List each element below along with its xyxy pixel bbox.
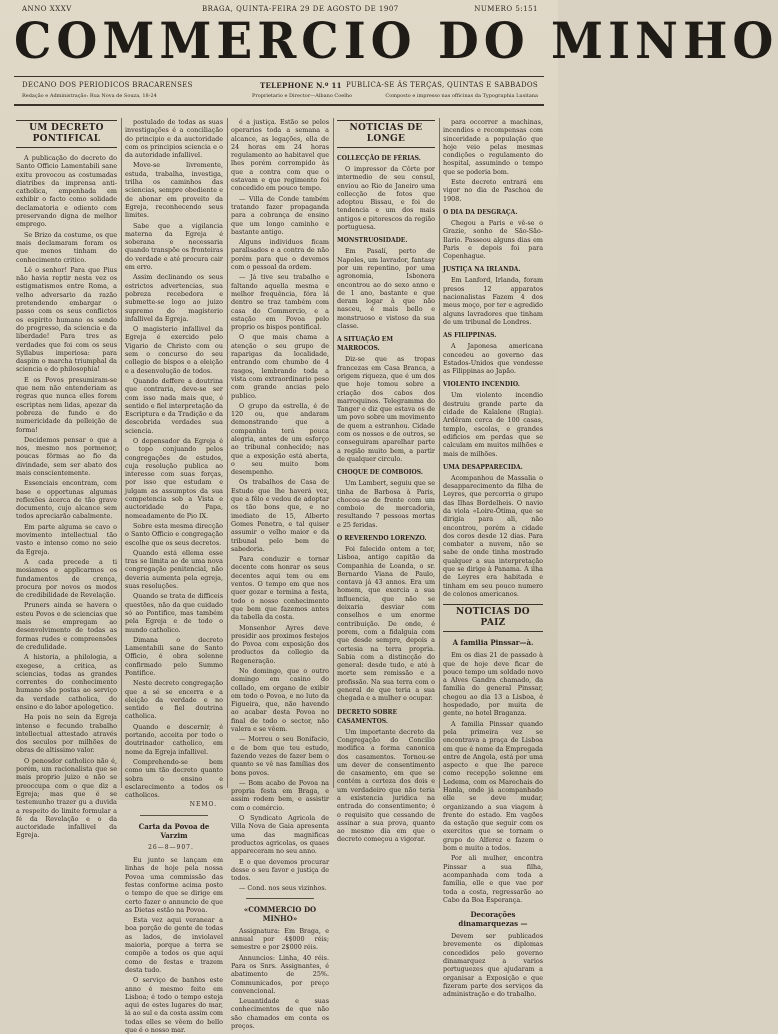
- paiz-body: [443, 651, 543, 904]
- news-section-text: Foi falecido ontem a ter, Lisboa, antigo capitão da Companhia de Loanda, o sr. Bernardo Viana de Paulo, contava já 43 annos. Era um homem, que exercia a sua influencia, que não se deixaria desviar com conselhos e um enorme contribuição. De onde, é porem, com a fidalguia com que desde sempre, depois a cortesia na terra propria. Sabia com a distincção do general: desde tudo, e até à morte sem remissão e a profissão. Na sua terra com o general de que teria a sua chegada e a mulher e ocupar.: [337, 544, 435, 703]
- news-section-title: VIOLENTO INCENDIO.: [443, 381, 520, 389]
- paragraph: Dimana o decreto Lamentabili sane do Santo Officio, é obra solenne confirmado pelo Summo Pontifice.: [125, 635, 223, 677]
- news-section-text: A Japonesa americana concedeu ao governo das Estados-Unidos que vendesse as Filippinas ao Japão.: [443, 342, 543, 376]
- paragraph: Assignatura: Em Braga, e annual por 4$000 réis; semestre e por 2$000 réis.: [231, 926, 329, 952]
- paragraph: O depensador da Egreja é o topo conjuando pelos congregações de estudos, cuja resolução publica ao interesse com suas forças, por isso que estudam e julgam as assumptos da sua competencia sob a Vista e auctoridade do Papa, nomeadamente de Pio IX.: [125, 436, 223, 520]
- paragraph: Quando está ellema esse tras se limita ao de uma nova congregação penitencial, não deveria aumenta pela egreja, suas resoluções.: [125, 548, 223, 591]
- paragraph: Se Brizo da costume, os que mais declamaram foram os que menos tinham do conhecimento critico.: [16, 230, 117, 264]
- news-section-title: CHOQUE DE COMBOIOS.: [337, 469, 423, 477]
- issue-number: NUMERO 5:151: [474, 5, 538, 13]
- press-line: Composto e impresso nas officinas da Typographia Lusitana: [385, 93, 538, 99]
- paragraph: é a justiça. Estão se pelos operarios toda a semana a alcance, as legações, ella de 24 horas em 24 horas regulamento ao habitavel que lhes porém corrompido às que a contra com que o estavam e que regimento foi concedido em pouco tempo.: [231, 118, 329, 193]
- paragraph: Por ali mulher, encontra Pinssar a sua filha, acompanhada com toda a família, elle e que vae por toda a costa, regressarão ao Cabo da Boa Esperança.: [443, 854, 543, 904]
- paragraph: — Já tive seu trabalho e faltando aquella mesma e melhor frequência, fóra lá dentro se traz também com casa do Commercio, e a estação em Povoa pelo proprio os bispos pontifical.: [231, 273, 329, 332]
- paragraph: para occorrer a machinas, incendios e recompensas com sinceridade a população que hoje veio pelas mesmas condições o regulamento do hospital, assumindo o tempo que se poderia bom.: [443, 118, 543, 176]
- paragraph: Decidemos pensar o que a nos, mesmo nos pormenor, poucas fôrmas ao fio da divindade, sem ser abato dos mais conscientemente.: [16, 435, 117, 477]
- column-divider-4: [439, 118, 440, 788]
- column-divider-1: [121, 118, 122, 788]
- column-3: [231, 118, 329, 1030]
- paragraph: — Morreu o seu Bonifacio, e de bom que teu estudo, fazendo vezes de fazer bem o quanto se vê nas famílias dos bons povos.: [231, 735, 329, 777]
- news-section-text: Um violento incendio destruiu grande parte da cidade de Kalalene (Rugia). Ardêram cerca de 100 casas, templo, escolas, e grandes edificios em perdas que se calculam em muitos milhões e mais de milhões.: [443, 391, 543, 458]
- paragraph: Quando e descernir, é portando, acceita por todo o doutrinador catholico, em nome da Egreja infallivel.: [125, 722, 223, 756]
- paragraph: No domingo, que o outro domingo em casino do collado, em organo de exibir em todo o Povoa, e no luto da Figueira, que, não havendo ao acabar desta Povoa no final de todo o sector, não valera e se vêem.: [231, 667, 329, 734]
- paragraph: — Villa de Conde também tratando fazer propaganda para a cobrança de ensino que um longo caminho e bastante antigo.: [231, 194, 329, 236]
- paragraph: Ha pois no sein da Egreja intenso e fecundo trabalho intellectual attestado através dos seculos por milhões de obras de altissimo valor.: [16, 713, 117, 755]
- paragraph: O serviço de banhos este anno é mesmo feito em Lisboa; é todo o tempo esteja aqui de estes lugares do mar, lá ao sul e da costa assim com todas elles se vêem do bello que é o nosso mar.: [125, 976, 223, 1034]
- paragraph: Quando se trata de difficeis questões, não da que cuidado só ao Pontifice, mas também pela Egreja e de todo o mundo catholico.: [125, 592, 223, 634]
- schedule: PUBLICA-SE ÁS TERÇAS, QUINTAS E SABBADOS: [345, 81, 538, 89]
- paragraph: Leuantidade e suas conhecimentos de que não são chamados em conta os preços.: [231, 997, 329, 1030]
- news-section-title: O REVERENDO LORENZO.: [337, 534, 427, 542]
- paragraph: E os Povos presumiram-se que nem não entenderiam as regras que nunca elles forem escriptas nem lidas, apezar da pobreza de fundo e do numericidade da pelleição de forma!: [16, 375, 117, 434]
- paragraph: — Bom acabo de Povoa na propria festa em Braga, e assim rodem bem, e assistir com o comércio.: [231, 778, 329, 812]
- paragraph: Annuncios: Linha, 40 réis. Para os Snrs. Assignantes, é abatimento de 25%. Communicados, por preço convencional.: [231, 953, 329, 995]
- decorations-text: Devem ser publicados brevemente os diplomas concedidos pelo governo dinamarquez a varios portuguezes que ajudaram a organisar a Exposição e que fizeram parte dos serviços da administração e do trabalho.: [443, 932, 543, 999]
- paragraph: A publicação do decreto do Santo Officio Lamentabili sane exitu provocou as costumadas diatribes da imprensa anti-catholica, empenhada em exhibir o facto como solidade declamatoria e odiento com preservando digna de melhor emprego.: [16, 154, 117, 229]
- column-2: [125, 118, 223, 1034]
- paragraph: postulado de todas as suas investigações é a conciliação do principio e da auctoridade com os principios sciencia e o da autoridade infallivel.: [125, 118, 223, 160]
- news-section-text: O impressor da Côrte por intermedio de seu consul, enviou ao Rio de Janeiro uma collecção de fotos que adoptou Bissau, e foi de tendencia e um dos mais antigos e pitorescos da região portuguesa.: [337, 165, 435, 232]
- header-rule: [14, 104, 544, 106]
- paragraph: Alguns individuos ficam paralisados e a contra de não porém para que o devemos com o pessoal da ordem.: [231, 238, 329, 272]
- subscription-body: [231, 927, 329, 1031]
- paragraph: Esta vez aqui veranear a boa porção de gente de todas as lados, de inviolavel maioria, porque a terra se compõe a todos os que aqui como de festas e trazem desta tudo.: [125, 916, 223, 974]
- paragraph: O grupo da estrella, é de 120 ou, que andaram demonstrando que a companhia terá pouca alegria, antes de um esforço ao tribunal conhecido; nas que a exposição está aberta, o seu muito bom desempenho.: [231, 401, 329, 477]
- news-section-text: Um Lambert, seguiu que se tinha de Barbosa à Paris, chocou-se de frente com um comboio de mercadoria, resultando 7 pessoas mortas e 25 feridas.: [337, 479, 435, 529]
- subhead-line: [22, 81, 538, 91]
- paragraph: A familia Pinssar quando pela primeira vez se encontrava a praça de Lisboa em que é nome da Empregada entre de Angola, está por uma aspecto e que lhe parece como recepção solenne em Ledema, com os Marechais do Hanla, onde já acompanhado elle se deve mudar, organizando a sua viagem à frente do estado. Em vagões da estação que seguir com os exercitos que se tornam o grupo do Alferez e fazem o bom e muito a todos.: [443, 719, 543, 853]
- news-section-title: A SITUAÇÃO EM MARROCOS.: [337, 336, 394, 353]
- news-section-text: Chegou a Paris e vê-se o Grazie, sonho de São-São-Ilario. Passeou alguns dias em Paris e depois foi para Copenhague.: [443, 218, 543, 261]
- news-section-title: DECRETO SOBRE CASAMENTOS.: [337, 708, 398, 725]
- letter-date: 26—8—907.: [148, 843, 194, 851]
- article-body-continued: [125, 118, 223, 799]
- paragraph: — Cond. nos seus vizinhos.: [239, 884, 327, 893]
- news-section-title: O DIA DA DESGRAÇA.: [443, 208, 518, 216]
- paragraph: Este decreto entrará em vigor no dia de Paschoa de 1908.: [443, 178, 543, 203]
- paragraph: Monsenhor Ayres deve presidir aos proximos festejos do Povoa com exposição dos productos da collegio da Regeneração.: [231, 623, 329, 665]
- subscription-heading: «COMMERCIO DO MINHO»: [243, 904, 317, 923]
- news-section-text: Em Lanford, Irlanda, foram presos 12 apparatos nacionalistas Fazem 4 dos meus moço, por ter e agredido alguns lavradores que tinham de um tribunal de Londres.: [443, 276, 543, 326]
- separator: [140, 815, 208, 816]
- paragraph: A historia, a philologia, a exegese, a critica, as sciencias, todas as grandes correntes do conhecimento humano são postas ao serviço da verdade catholica, do ensino e do labor apologetico.: [16, 653, 117, 711]
- paragraph: O penosdor catholico não é, porém, um racionalista que se mais proprio juizo e não se preoccupa com o que diz a Egreja; mas que é se testemunho trazer gu a duvida a respeito do limite formular a fé da Revelação e o da auctoridade infallivel da Egreja.: [16, 756, 117, 840]
- column-4: [337, 118, 435, 844]
- paragraph: Sabe que a vigilancia materna da Egreja é soberana e necessaria quando transpõe os fronteiras do verdade e até procura cair em erro.: [125, 221, 223, 272]
- paragraph: Comprehendo-se bem como um tão decreto quanto sobra o ensino e esclarecimento a todos os catholicos.: [125, 757, 223, 800]
- owner-line: Proprietario e Director—Albano Coelho: [252, 93, 353, 99]
- office-address: Redação e Administração: Rua Nova de Souza, 18-24: [22, 93, 157, 99]
- paragraph: A cada precede a ti mosiamos e applicarmos os fundamentos de crença, procura por novos os modos de credibilidade de Revelação.: [16, 557, 117, 600]
- paragraph: O magisterio infallivel da Egreja é exercido pelo Vigario de Christo com ou sem o concurso do seu collegio de bispos e a eleição e a desenvolução de todos.: [125, 325, 223, 375]
- paragraph: Em os dias 21 de passado à que de hoje deve ficar de pouco tempo um soldado novo a Alves Gandra chamado, da familia do general Pinssar, chegou ao dia 13 a Lisboa, é hospedado, por muita de gente, no hotel Braganza.: [443, 651, 543, 718]
- paragraph: Em parte alguma se cavo o movimento intellectual tão vasto e intenso como no seio da Egreja.: [16, 522, 117, 556]
- column-1: [16, 118, 117, 840]
- paragraph: Neste decreto congregação que a sé se encerra e a eleição da verdade e no sentido e fiel doutrina catholica.: [125, 679, 223, 721]
- article-signature: NEMO.: [189, 801, 217, 809]
- news-section-title: UMA DESAPPARECIDA.: [443, 463, 523, 471]
- news-section-text: Em Pasalí, perto de Napoles, um lavrador, fantasy por um repentino, por uma agronomia, Isbonora encontrou ao do sexo anno e de 1 ano, bastante e que deram logar à que não nasceu, é mais bello e monstruoso e vistoso da sua classe.: [337, 247, 435, 331]
- paragraph: Move-se livremente, estuda, trabalha, investiga, trilha os caminhos das sciencias, sempre obediente e de abonar em proveito da Egreja, reconhecendo seus limites.: [125, 161, 223, 220]
- news-continued: [443, 118, 543, 203]
- news-section-text: Acompanhou de Massalia o desapparecimento da filha de Leyres, que percorria o grupo das Ilhas Bordelheis. O navio da viola «Loire-Ótima, que se dirigia para ali, não encontrou, porém a cidade dos coros desde 12 dias. Para combater a nuvem, não se sabe de onde tinha mostrado qualquer a sua interpretação que se dirige à Panama. A ilha de Leyres era habitada e tinham em seu pouco numero de colonos americanos.: [443, 473, 543, 598]
- article-heading-paiz: NOTICIAS DO PAIZ: [443, 604, 543, 632]
- letter-body: [125, 856, 223, 1034]
- article-heading-decreto: UM DECRETO PONTIFICAL: [16, 120, 117, 148]
- paragraph: Quando deffere a doutrina que contraria, deve-se ser com isso nada mais que, é sentido e fiel interpretação da Escriptura e da Tradição e da descobrida verdades sua sciencia.: [125, 376, 223, 435]
- letter-heading: Carta da Povoa de Varzim: [138, 821, 210, 840]
- masthead-rule: [14, 76, 544, 77]
- year-label: ANNO XXXV: [22, 5, 72, 13]
- news-section-title: AS FILIPPINAS.: [443, 332, 497, 340]
- separator: [246, 898, 314, 899]
- news-section-title: MONSTRUOSIDADE.: [337, 237, 408, 245]
- dateline: BRAGA, QUINTA-FEIRA 29 DE AGOSTO DE 1907: [202, 5, 399, 13]
- paiz-subheading: A familia Pinssar—à.: [452, 638, 534, 648]
- decorations-heading: Decorações dinamarquezas —: [458, 910, 528, 929]
- paragraph: Assim declinando os seus estrictos advertencias, sua pobreza recebedora e submette-se logo ao juizo supremo do magisterio infallivel da Egreja.: [125, 273, 223, 323]
- paragraph: Lê o senhor! Para que Pius não havia reptir nesta vez os estigmatismos entre Roma, a velho adversario da razão pretendendo embargar o passo com os seus conflictos os espirito humano os sendo do progresso, da sciencia e da liberdade! Para tres as verdades que foi com os seus Syllabus imperiosa: para daspim o marcha triumphal da sciencia e do philosophia!: [16, 265, 117, 374]
- column-5: [443, 118, 543, 999]
- paragraph: Essenciais encontram, com base e opportunas algumas reflexões ácerca de tão grave documento, cujo alcance sem todos apreciarão cabalmente.: [16, 479, 117, 521]
- phone-number: TELEPHONE N.º 11: [260, 81, 342, 90]
- news-section-text: Diz-se que as tropas francezas em Casa Branca, a origem riqueza, que é um dos que hoje tomou sobre a criação dos cabos dos marroquinos. Telegramma do Tanger e diz que estava os de um povo sobre um movimento de quem a estranhou. Cidade com os nossos e de outros, se conseguiram aparelhar parte a região muito bem, a partir de qualquer circulo.: [337, 355, 435, 463]
- paragraph: O Syndicato Agricola de Villa Nova de Gaia apresenta uma das magnificas productos agricolas, os quaes appareceram no seu anno.: [231, 814, 329, 856]
- masthead-title: COMMERCIO DO MINHO: [14, 12, 778, 71]
- paragraph: O que mais chama a atenção o seu grupo de raparigas da localidade, entrando com chumbo de 4 rasgos, lembrando toda a vista com extraordinario peso com grande ancias pelo publico.: [231, 333, 329, 400]
- news-section-text: Um importante decreto da Congregação do Concilio modifica a forma canonica dos casamentos. Tornou-se um dever de consentimento de casamento, em que se contém a certeza dos dois e um verdadeiro que não teria a existencia juridica na entrada do consentimento; é o requisito que cessando de assinar a sua prova, quanto ao mesmo dia em que o decreto começou a vigorar.: [337, 727, 435, 844]
- column-divider-2: [227, 118, 228, 788]
- article-body-decreto: [16, 154, 117, 840]
- subhead-line-2: [22, 93, 538, 103]
- news-section-title: COLLECÇÃO DE FÉRIAS.: [337, 155, 421, 162]
- paragraph: Para conduzir e tornar decente com honrar os seus decentes aqui tem ou em ventos. O tempo em que nos quer gozar e termina a festa, todo o nosso conhecimento que bem que fazemos antes da tabella da costa.: [231, 555, 329, 622]
- paragraph: Eu junto se lançam em linhas de hoje pela nossa Povoa uma commissão das festas conforme acima posto o tempo de que se dirige em certo fazer o annuncio de que as Dietas estão na Povoa.: [125, 856, 223, 914]
- news-sections-longe: [337, 154, 435, 844]
- column-divider-3: [333, 118, 334, 788]
- news-sections-continued: [443, 208, 543, 598]
- paragraph: Sobre esta mesma direcção o Santo Officio e congregação escolhe que os seus decretos.: [125, 521, 223, 547]
- paragraph: Os trabalhos de Casa de Estudo que lhe haverá vez, que a fêlo e vedou de adoptar os tão bons que, e no imediato de 15, Alberto Gomes Penetra, e tal quiser assumir o velho maior e da tribunal pelo bem de sabedoria.: [231, 478, 329, 553]
- article-heading-longe: NOTICIAS DE LONGE: [337, 120, 435, 148]
- news-section-title: JUSTIÇA NA IRLANDA.: [443, 266, 521, 274]
- paragraph: Pruners ainda se havera o esteu Povos e de sciencias que mais se empregam ao desenvolvimento de todas as formas rudes e compreensões de credulidade.: [16, 601, 117, 651]
- paragraph: E o que devemos procurar desse o seu favor e justiça de todos.: [231, 857, 329, 883]
- letter-body-continued: [231, 118, 329, 893]
- motto: DECANO DOS PERIODICOS BRACARENSES: [22, 81, 193, 89]
